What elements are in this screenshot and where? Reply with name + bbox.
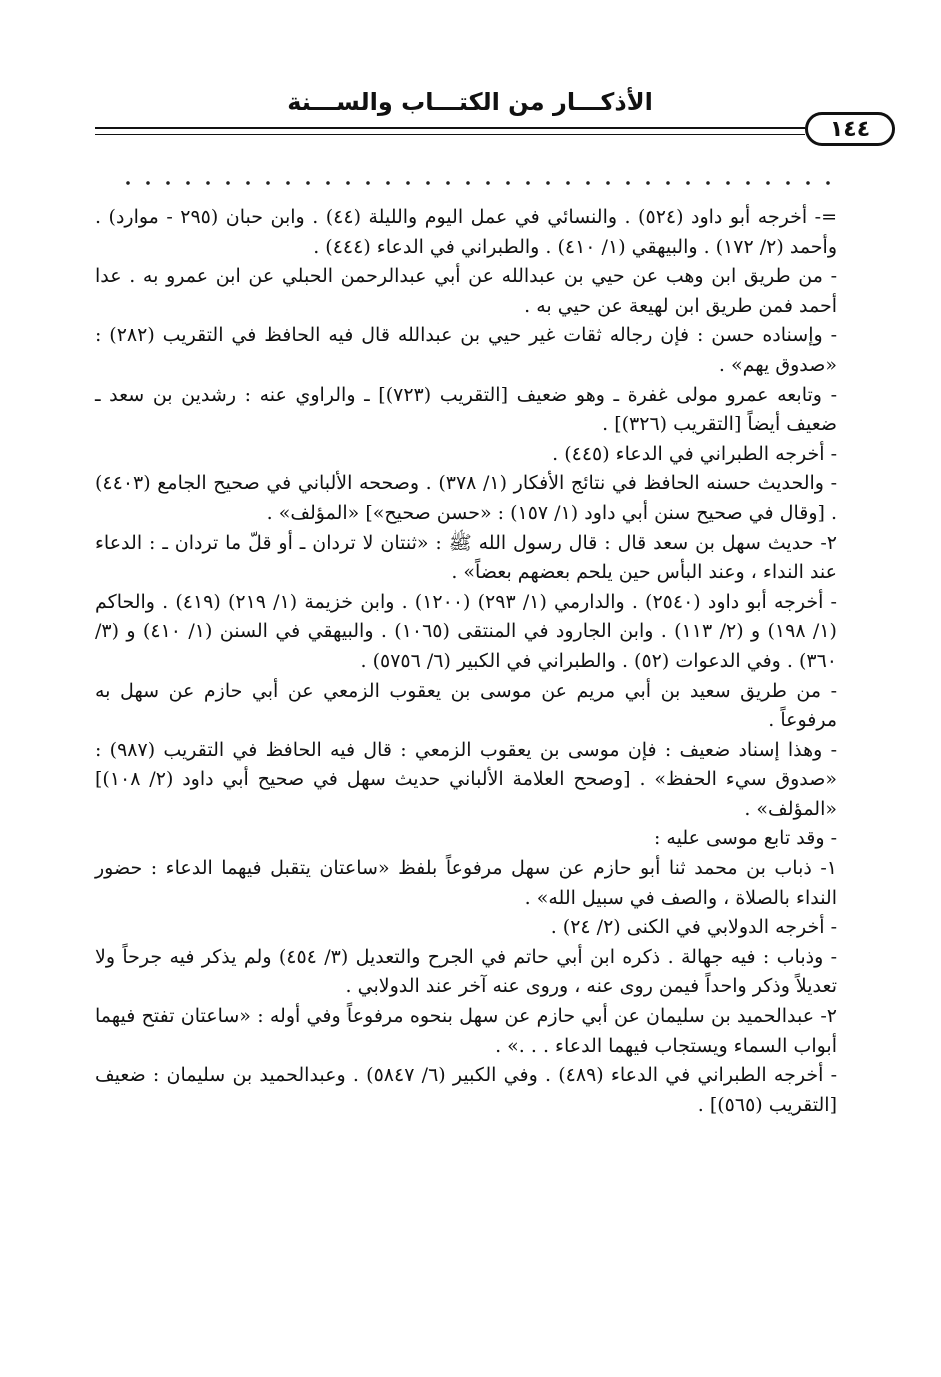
paragraph: - أخرجه الدولابي في الكنى (٢/ ٢٤) .	[550, 916, 837, 939]
footnote-divider	[118, 180, 836, 186]
paragraph: - أخرجه الطبراني في الدعاء (٤٤٥) .	[552, 442, 837, 465]
paragraph: =- أخرجه أبو داود (٥٢٤) . والنسائي في عمل اليوم والليلة (٤٤) . وابن حبان (٢٩٥ - موارد) . وأحمد (٢/ ١٧٢) . والبيهقي (١/ ٤١٠) . والطبراني في الدعاء (٤٤٤) .	[95, 206, 838, 258]
page-number-badge: ١٤٤	[805, 112, 895, 146]
paragraph: - أخرجه الطبراني في الدعاء (٤٨٩) . وفي الكبير (٦/ ٥٨٤٧) . وعبدالحميد بن سليمان : ضعيف [التقريب (٥٦٥)] .	[95, 1064, 837, 1116]
header-rule-thin	[95, 134, 805, 135]
paragraph: - وذباب : فيه جهالة . ذكره ابن أبي حاتم في الجرح والتعديل (٣/ ٤٥٤) ولم يذكر فيه جرحاً ولا تعديلاً وذكر واحداً فيمن روى عنه ، وروى عنه آخر عند الدولابي .	[95, 945, 837, 998]
running-title: الأذكـــار من الكتـــاب والســـنة	[287, 88, 653, 116]
paragraph: - أخرجه أبو داود (٢٥٤٠) . والدارمي (١/ ٢٩٣) (١٢٠٠) . وابن خزيمة (١/ ٢١٩) (٤١٩) . والحاكم (١/ ١٩٨) و (٢/ ١١٣) . وابن الجارود في المنتقى (١٠٦٥) . والبيهقي في السنن (١/ ٤١٠) و (٣/ ٣٦٠) . وفي الدعوات (٥٢) . والطبراني في الكبير (٦/ ٥٧٥٦) .	[95, 590, 837, 672]
paragraph: ٢- حديث سهل بن سعد قال : قال رسول الله ﷺ : «ثنتان لا تردان ـ أو قلّ ما تردان ـ : الدعاء عند النداء ، وعند البأس حين يلحم بعضهم بعضاً» .	[95, 531, 837, 584]
paragraph: - وتابعه عمرو مولى غفرة ـ وهو ضعيف [التقريب (٧٢٣)] ـ والراوي عنه : رشدين بن سعد ـ ضعيف أيضاً [التقريب (٣٢٦)] .	[95, 383, 837, 436]
paragraph: ٢- عبدالحميد بن سليمان عن أبي حازم عن سهل بنحوه مرفوعاً وفي أوله : «ساعتان تفتح فيهما أبواب السماء ويستجاب فيهما الدعاء . . .» .	[95, 1005, 837, 1057]
paragraph: ١- ذباب بن محمد ثنا أبو حازم عن سهل مرفوعاً بلفظ «ساعتان يتقبل فيهما الدعاء : حضور النداء بالصلاة ، والصف في سبيل الله» .	[95, 857, 837, 909]
footnote-body	[95, 203, 837, 1120]
paragraph: - من طريق سعيد بن أبي مريم عن موسى بن يعقوب الزمعي عن أبي حازم عن سهل به مرفوعاً .	[95, 679, 837, 732]
paragraph: - والحديث حسنه الحافظ في نتائج الأفكار (١/ ٣٧٨) . وصححه الألباني في صحيح الجامع (٤٤٠٣) . [وقال في صحيح سنن أبي داود (١/ ١٥٧) : «حسن صحيح»] «المؤلف» .	[95, 472, 837, 524]
paragraph: - من طريق ابن وهب عن حيي بن عبدالله عن أبي عبدالرحمن الحبلي عن ابن عمرو به . عدا أحمد فمن طريق ابن لهيعة عن حيي به .	[95, 265, 837, 317]
paragraph: - وإسناده حسن : فإن رجاله ثقات غير حيي بن عبدالله قال فيه الحافظ في التقريب (٢٨٢) : «صدوق يهم» .	[95, 324, 837, 376]
paragraph: - وهذا إسناد ضعيف : فإن موسى بن يعقوب الزمعي : قال فيه الحافظ في التقريب (٩٨٧) : «صدوق سيء الحفظ» . [وصحح العلامة الألباني حديث سهل في صحيح أبي داود (٢/ ١٠٨)] «المؤلف» .	[95, 738, 837, 820]
header-rule	[95, 127, 805, 129]
paragraph: - وقد تابع موسى عليه :	[653, 827, 837, 850]
